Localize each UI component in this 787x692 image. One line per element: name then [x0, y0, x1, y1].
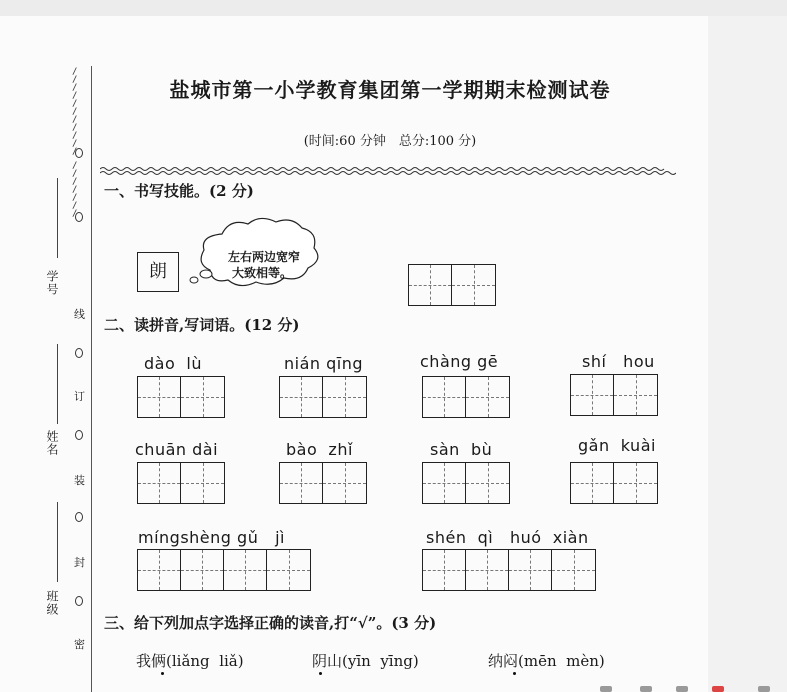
sample-char-box [137, 252, 179, 292]
grid-cell[interactable] [267, 550, 310, 590]
grid-cell[interactable] [181, 463, 224, 503]
grid-cell[interactable] [181, 377, 224, 417]
grid-cell[interactable] [571, 463, 614, 503]
grid-cell[interactable] [614, 375, 657, 415]
answer-grid-changge[interactable] [422, 376, 510, 418]
pinyin-mingshengguji: míngshèng gǔ jì [138, 528, 285, 547]
section3-heading: 三、给下列加点字选择正确的读音,打“√”。(3 分) [104, 614, 437, 632]
viewer-top-bar [0, 0, 787, 16]
toolbar-icon[interactable] [600, 686, 612, 692]
seal-char-zhuang: 装 [74, 474, 85, 487]
grid-cell[interactable] [224, 550, 267, 590]
toolbar-icon[interactable] [758, 686, 770, 692]
grid-cell[interactable] [466, 377, 509, 417]
grid-cell[interactable] [280, 377, 323, 417]
viewer-bottom-toolbar [590, 684, 787, 692]
wavy-divider [100, 166, 676, 176]
grid-cell[interactable] [323, 377, 366, 417]
exam-time-score: (时间:60 分钟 总分:100 分) [303, 134, 477, 149]
binding-circle [75, 348, 83, 358]
grid-cell[interactable] [466, 463, 509, 503]
reading-choice-yin[interactable]: 阴山(yīn yīng) [312, 652, 419, 670]
pinyin-changge: chàng gē [420, 352, 499, 371]
answer-grid-daolu[interactable] [137, 376, 225, 418]
seal-char-xian: 线 [74, 308, 85, 321]
bubble-line-1: 左右两边宽窄 [228, 250, 301, 264]
grid-cell[interactable] [423, 377, 466, 417]
sample-char: 朗 [149, 261, 167, 282]
pinyin-baozhi: bào zhǐ [286, 440, 353, 459]
pinyin-shihou: shí hou [582, 352, 655, 371]
grid-cell[interactable] [138, 377, 181, 417]
pinyin-chuandai: chuān dài [135, 440, 219, 459]
exam-paper [0, 16, 708, 692]
class-label: 班级 [45, 590, 59, 616]
emphasis-dot [161, 672, 164, 675]
section1-heading: 一、书写技能。(2 分) [104, 182, 254, 200]
grid-cell[interactable] [181, 550, 224, 590]
toolbar-icon[interactable] [640, 686, 652, 692]
viewer-side-gutter [708, 16, 787, 692]
emphasis-dot [513, 672, 516, 675]
grid-cell[interactable] [409, 265, 452, 305]
answer-grid-gankuai[interactable] [570, 462, 658, 504]
pinyin-daolu: dào lù [144, 354, 203, 373]
grid-cell[interactable] [138, 550, 181, 590]
pinyin-sanbu: sàn bù [430, 440, 493, 459]
answer-grid-mingshengguji[interactable] [137, 549, 311, 591]
toolbar-icon[interactable] [712, 686, 724, 692]
answer-grid-shenqihuoxian[interactable] [422, 549, 596, 591]
binding-slash-marks-2: / / / / / / / [72, 161, 78, 219]
exam-title: 盐城市第一小学教育集团第一学期期末检测试卷 [169, 78, 611, 102]
seal-char-mi: 密 [74, 638, 85, 651]
toolbar-icon[interactable] [676, 686, 688, 692]
answer-grid-sanbu[interactable] [422, 462, 510, 504]
seal-char-feng: 封 [74, 556, 85, 569]
emphasis-dot [319, 672, 322, 675]
answer-grid-nianqing[interactable] [279, 376, 367, 418]
pinyin-nianqing: nián qīng [284, 354, 364, 373]
name-label: 姓名 [45, 430, 59, 456]
grid-cell[interactable] [452, 265, 495, 305]
grid-cell[interactable] [138, 463, 181, 503]
student-id-blank [57, 178, 58, 258]
answer-grid-shihou[interactable] [570, 374, 658, 416]
grid-cell[interactable] [466, 550, 509, 590]
grid-cell[interactable] [614, 463, 657, 503]
grid-cell[interactable] [509, 550, 552, 590]
practice-grid[interactable] [408, 264, 496, 306]
grid-cell[interactable] [423, 550, 466, 590]
seal-char-ding: 订 [74, 390, 85, 403]
binding-slash-marks: / / / / / / / / / / / [72, 67, 78, 157]
pinyin-shenqihuoxian: shén qì huó xiàn [426, 528, 589, 547]
reading-choice-liang[interactable]: 我俩(liǎng liǎ) [136, 652, 244, 670]
name-blank [57, 344, 58, 424]
binding-circle [75, 596, 83, 606]
bubble-line-2: 大致相等。 [232, 266, 293, 280]
grid-cell[interactable] [323, 463, 366, 503]
answer-grid-chuandai[interactable] [137, 462, 225, 504]
binding-circle [75, 212, 83, 222]
binding-circle [75, 430, 83, 440]
section2-heading: 二、读拼音,写词语。(12 分) [104, 316, 300, 334]
student-id-label: 学号 [45, 270, 59, 296]
class-blank [57, 502, 58, 582]
binding-circle [75, 148, 83, 158]
answer-grid-baozhi[interactable] [279, 462, 367, 504]
binding-circle [75, 512, 83, 522]
reading-choice-men[interactable]: 纳闷(mēn mèn) [488, 652, 605, 670]
grid-cell[interactable] [552, 550, 595, 590]
grid-cell[interactable] [280, 463, 323, 503]
binding-line [91, 66, 92, 692]
grid-cell[interactable] [571, 375, 614, 415]
grid-cell[interactable] [423, 463, 466, 503]
pinyin-gankuai: gǎn kuài [578, 436, 656, 455]
